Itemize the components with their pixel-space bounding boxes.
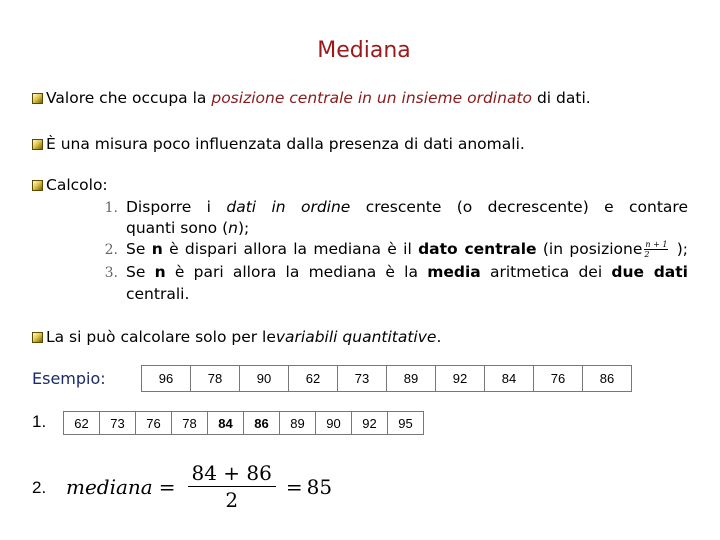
step-3-text-c: è pari allora la mediana è la <box>165 263 428 281</box>
step-3-bold-due: due dati <box>611 263 688 281</box>
table-cell: 78 <box>191 366 240 392</box>
formula-fraction <box>188 460 276 513</box>
table-row <box>142 366 632 392</box>
formula-lhs: mediana <box>66 474 153 499</box>
table-cell: 76 <box>534 366 583 392</box>
table-cell-central: 86 <box>244 412 280 435</box>
bullet-icon <box>32 332 43 343</box>
formula-equals: = <box>158 474 176 499</box>
step-1-line2-a: quanti sono ( <box>126 219 229 237</box>
median-formula <box>66 460 332 513</box>
table-cell: 78 <box>172 412 208 435</box>
table-cell: 73 <box>338 366 387 392</box>
page-title: Mediana <box>317 38 411 63</box>
bullet-definition-highlight: posizione centrale in un insieme ordinato <box>211 89 533 107</box>
table-cell: 92 <box>352 412 388 435</box>
example-label: Esempio: <box>32 369 106 388</box>
position-fraction <box>644 240 668 259</box>
step-2-text-e: ); <box>670 240 688 258</box>
bullet-definition-pre: Valore che occupa la <box>46 89 207 107</box>
step-1-text-a: Disporre i <box>126 198 227 216</box>
table-cell: 86 <box>583 366 632 392</box>
bullet-quantitative-pre: La si può calcolare solo per le <box>46 328 276 346</box>
bullet-robustness <box>32 135 525 153</box>
bullet-definition <box>32 89 591 107</box>
bullet-calcolo-text: Calcolo: <box>46 176 108 194</box>
step-1-line2-b: ); <box>237 219 250 237</box>
step-3-bold-media: media <box>427 263 481 281</box>
step-2-bold: dato centrale <box>418 240 537 258</box>
table-cell: 92 <box>436 366 485 392</box>
step-1-number: 1. <box>104 200 118 216</box>
table-cell: 89 <box>387 366 436 392</box>
table-cell: 73 <box>100 412 136 435</box>
step-1-line2 <box>126 219 249 237</box>
table-cell: 76 <box>136 412 172 435</box>
table-cell: 89 <box>280 412 316 435</box>
step-3 <box>0 263 720 305</box>
step-3-n: n <box>154 263 166 281</box>
bullet-quantitative-italic: variabili quantitative <box>275 328 437 346</box>
table-cell: 84 <box>485 366 534 392</box>
bullet-icon <box>32 139 43 150</box>
formula-equals-2: = <box>285 474 303 499</box>
step-1-line1 <box>126 198 688 216</box>
step-2-number: 2. <box>104 242 118 258</box>
formula-numerator: 84 + 86 <box>188 460 276 487</box>
step-3-text-a: Se <box>126 263 155 281</box>
table-cell: 62 <box>289 366 338 392</box>
bullet-definition-post: di dati. <box>536 89 591 107</box>
table-row <box>64 412 424 435</box>
sorted-data-table <box>63 411 424 435</box>
step-1-example-label: 1. <box>32 412 47 431</box>
step-1-italic: dati in ordine <box>226 198 351 216</box>
table-cell-central: 84 <box>208 412 244 435</box>
step-2-n: n <box>151 240 163 258</box>
bullet-robustness-text: È una misura poco influenzata dalla presenza di dati anomali. <box>46 135 525 153</box>
fraction-numerator: n + 1 <box>645 240 668 249</box>
table-cell: 95 <box>388 412 424 435</box>
step-2-text-a: Se <box>126 240 152 258</box>
raw-data-table <box>141 365 632 392</box>
step-1-line2-n: n <box>228 219 238 237</box>
bullet-quantitative-post: . <box>436 328 442 346</box>
table-cell: 62 <box>64 412 100 435</box>
bullet-icon <box>32 93 43 104</box>
step-1 <box>0 198 720 240</box>
formula-denominator: 2 <box>225 488 239 512</box>
fraction-denominator: 2 <box>644 250 650 259</box>
bullet-calcolo <box>32 176 108 194</box>
table-cell: 96 <box>142 366 191 392</box>
formula-result: 85 <box>306 474 333 499</box>
step-2-line <box>126 240 688 259</box>
step-2 <box>0 240 720 262</box>
step-3-number: 3. <box>104 265 118 281</box>
step-1-text-b: crescente (o decrescente) e contare <box>350 198 689 216</box>
bullet-quantitative <box>32 328 441 346</box>
step-3-line2: centrali. <box>126 285 190 303</box>
step-3-line1 <box>126 263 688 281</box>
step-2-example-label: 2. <box>32 478 47 497</box>
step-2-text-d: (in posizione <box>536 240 643 258</box>
bullet-icon <box>32 180 43 191</box>
table-cell: 90 <box>316 412 352 435</box>
step-2-text-c: è dispari allora la mediana è il <box>162 240 419 258</box>
step-3-text-d: aritmetica dei <box>480 263 612 281</box>
table-cell: 90 <box>240 366 289 392</box>
